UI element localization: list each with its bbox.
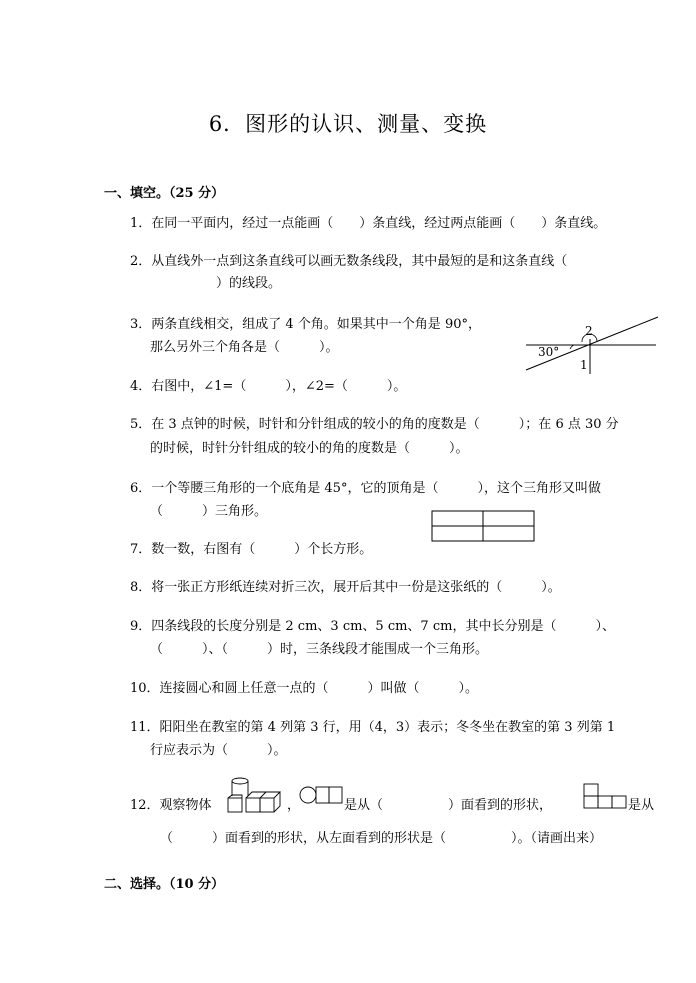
question-12-from: 是从	[628, 798, 655, 813]
top-view-figure	[582, 782, 628, 810]
question-11-line-2: 行应表示为（ ）。	[150, 743, 287, 758]
question-8: 8．将一张正方形纸连续对折三次，展开后其中一份是这张纸的（ ）。	[130, 580, 561, 595]
top-square	[584, 784, 598, 796]
section-heading-choice: 二、选择。（10 分）	[104, 877, 225, 892]
question-12-intro: 12．观察物体	[130, 798, 212, 813]
circle-shape	[300, 787, 316, 803]
question-12-comma: ，	[287, 798, 301, 813]
cube-2	[246, 798, 260, 812]
angle-30-label: 30°	[538, 345, 560, 359]
angle-arc-30	[570, 345, 574, 349]
angle-2-label: 2	[585, 324, 593, 338]
square-shape-1	[316, 787, 329, 803]
front-view-figure	[298, 784, 344, 806]
question-10: 10．连接圆心和圆上任意一点的（ ）叫做（ ）。	[130, 681, 479, 696]
question-9-line-1: 9．四条线段的长度分别是 2 cm、3 cm、5 cm、7 cm，其中长分别是（ ）、	[130, 619, 615, 634]
question-6-line-2: （ ）三角形。	[150, 504, 268, 519]
angle-1-label: 1	[580, 358, 588, 372]
cube-1	[228, 798, 242, 812]
bottom-square-3	[612, 796, 626, 808]
question-12-line-2: （ ）面看到的形状，从左面看到的形状是（ ）。（请画出来）	[160, 831, 603, 846]
cylinder-top	[232, 778, 248, 784]
question-7: 7．数一数，右图有（ ）个长方形。	[130, 542, 373, 557]
section-heading-fill-blank: 一、填空。（25 分）	[104, 186, 225, 201]
cube-top-edge	[260, 792, 266, 798]
question-5-line-1: 5．在 3 点钟的时候，时针和分针组成的较小的角的度数是（ ）；在 6 点 30 分	[130, 417, 619, 432]
question-9-line-2: （ ）、（ ）时，三条线段才能围成一个三角形。	[150, 642, 489, 657]
cube-3	[260, 798, 274, 812]
question-3-line-2: 那么另外三个角各是（ ）。	[150, 340, 339, 355]
question-4: 4．右图中，∠1=（ ），∠2=（ ）。	[130, 379, 407, 394]
question-6-line-1: 6．一个等腰三角形的一个底角是 45°，它的顶角是（ ），这个三角形又叫做	[130, 481, 601, 496]
question-11-line-1: 11．阳阳坐在教室的第 4 列第 3 行，用（4，3）表示；冬冬坐在教室的第 3 列第 1	[130, 720, 616, 735]
question-2-line-2: ）的线段。	[216, 276, 282, 291]
solid-objects-figure	[224, 776, 286, 816]
question-1: 1．在同一平面内，经过一点能画（ ）条直线，经过两点能画（ ）条直线。	[130, 216, 607, 231]
square-shape-2	[329, 787, 342, 803]
question-3-line-1: 3．两条直线相交，组成了 4 个角。如果其中一个角是 90°，	[130, 317, 481, 332]
page-title: 6．图形的认识、测量、变换	[208, 112, 488, 136]
rectangle-count-figure	[430, 509, 536, 543]
question-12-middle: 是从（ ）面看到的形状，	[344, 798, 553, 813]
question-5-line-2: 的时候，时针分针组成的较小的角的度数是（ ）。	[150, 441, 469, 456]
bottom-square-1	[584, 796, 598, 808]
left-cube-top	[228, 795, 242, 798]
question-2-line-1: 2．从直线外一点到这条直线可以画无数条线段，其中最短的是和这条直线（	[130, 254, 568, 269]
bottom-square-2	[598, 796, 612, 808]
intersecting-lines-figure	[522, 312, 662, 378]
